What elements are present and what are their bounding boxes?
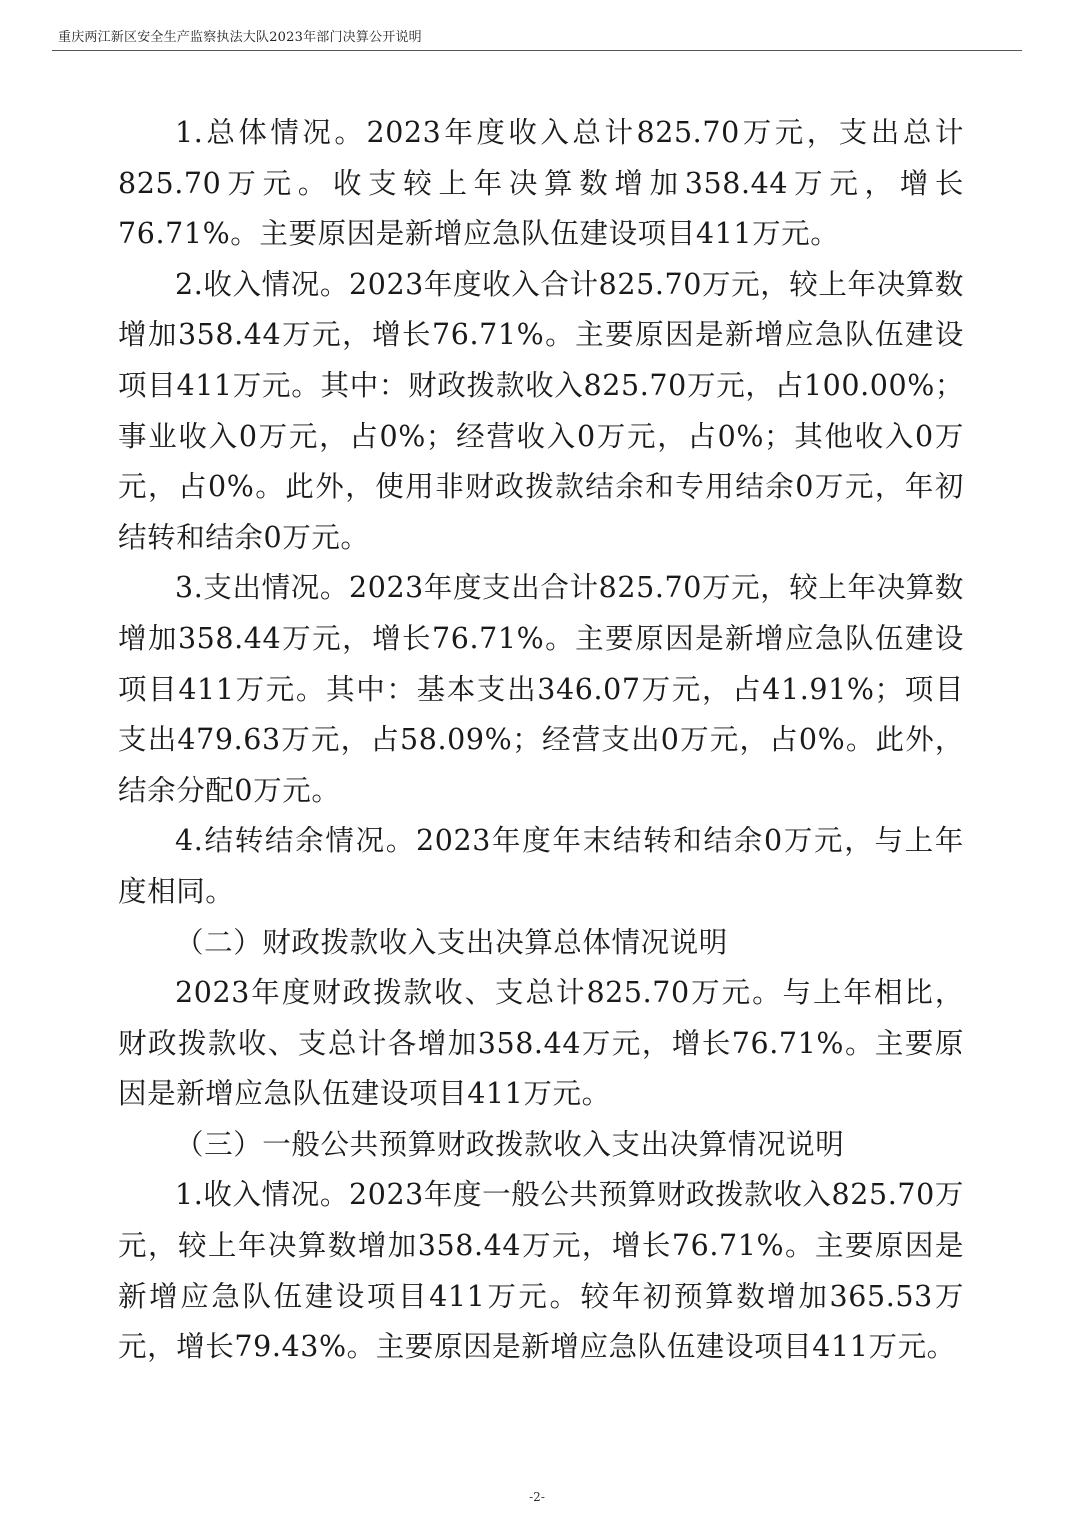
running-header: 重庆两江新区安全生产监察执法大队2023年部门决算公开说明 [58, 30, 422, 45]
section-heading-general-budget: （三）一般公共预算财政拨款收入支出决算情况说明 [175, 1127, 845, 1161]
paragraph-expenditure: 3.支出情况。2023年度支出合计825.70万元，较上年决算数增加358.44万元，增长76.71%。主要原因是新增应急队伍建设项目411万元。其中：基本支出346.07万元，占41.91%；项目支出479.63万元，占58.09%；经营支出0万元，占0%。此外，结余分配0万元。 [118, 571, 964, 807]
section-heading-fiscal-overall: （二）财政拨款收入支出决算总体情况说明 [175, 925, 728, 959]
paragraph-overall: 1.总体情况。2023年度收入总计825.70万元，支出总计825.70万元。收支较上年决算数增加358.44万元，增长76.71%。主要原因是新增应急队伍建设项目411万元。 [118, 116, 964, 251]
paragraph-income: 2.收入情况。2023年度收入合计825.70万元，较上年决算数增加358.44万元，增长76.71%。主要原因是新增应急队伍建设项目411万元。其中：财政拨款收入825.70万元，占100.00%；事业收入0万元，占0%；经营收入0万元，占0%；其他收入0万元，占0%。此外，使用非财政拨款结余和专用结余0万元，年初结转和结余0万元。 [118, 267, 964, 554]
document-body [118, 108, 964, 1373]
header-divider [52, 50, 1022, 51]
page-number: -2- [529, 1490, 545, 1504]
paragraph-fiscal-overall: 2023年度财政拨款收、支总计825.70万元。与上年相比，财政拨款收、支总计各增加358.44万元，增长76.71%。主要原因是新增应急队伍建设项目411万元。 [118, 976, 964, 1111]
paragraph-carryover: 4.结转结余情况。2023年度年末结转和结余0万元，与上年度相同。 [118, 824, 964, 908]
paragraph-general-budget-income: 1.收入情况。2023年度一般公共预算财政拨款收入825.70万元，较上年决算数增加358.44万元，增长76.71%。主要原因是新增应急队伍建设项目411万元。较年初预算数增加365.53万元，增长79.43%。主要原因是新增应急队伍建设项目411万元。 [118, 1178, 964, 1364]
